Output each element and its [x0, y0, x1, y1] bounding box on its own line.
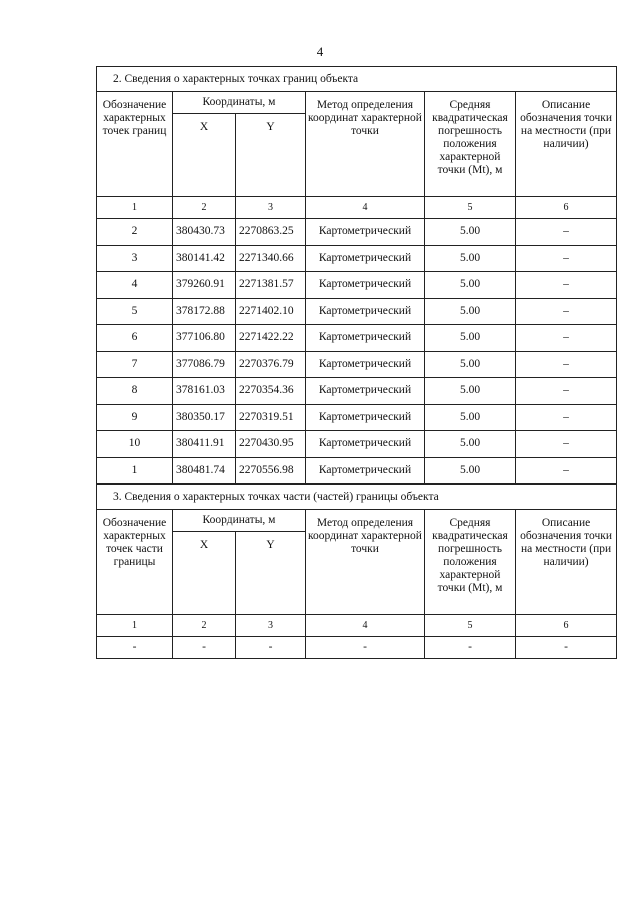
point-number: 1 [97, 457, 173, 484]
coord-x: 377106.80 [173, 325, 236, 352]
error: - [425, 637, 516, 659]
header-x: X [173, 114, 236, 197]
table-row [97, 404, 617, 431]
column-number: 1 [97, 615, 173, 637]
error: 5.00 [425, 245, 516, 272]
point-number: 5 [97, 298, 173, 325]
error: 5.00 [425, 325, 516, 352]
table-row [97, 431, 617, 458]
coord-y: - [236, 637, 306, 659]
method: Картометрический [306, 431, 425, 458]
error: 5.00 [425, 404, 516, 431]
header-coordinates: Координаты, м [173, 92, 306, 114]
coord-x: 379260.91 [173, 272, 236, 299]
coord-x: 378172.88 [173, 298, 236, 325]
coord-x: 380481.74 [173, 457, 236, 484]
section-title: 3. Сведения о характерных точках части (частей) границы объекта [97, 485, 617, 510]
description: – [516, 378, 617, 405]
table-row [97, 637, 617, 659]
description: – [516, 431, 617, 458]
method: Картометрический [306, 298, 425, 325]
column-number: 2 [173, 197, 236, 219]
error: 5.00 [425, 378, 516, 405]
coord-x: 380350.17 [173, 404, 236, 431]
method: Картометрический [306, 272, 425, 299]
coord-x: 380430.73 [173, 219, 236, 246]
column-number: 2 [173, 615, 236, 637]
column-number: 1 [97, 197, 173, 219]
coord-x: 380411.91 [173, 431, 236, 458]
point-number: - [97, 637, 173, 659]
table-row [97, 378, 617, 405]
error: 5.00 [425, 298, 516, 325]
table-row [97, 245, 617, 272]
header-error: Средняя квадратическая погрешность положения характерной точки (Mt), м [425, 510, 516, 615]
description: – [516, 298, 617, 325]
method: - [306, 637, 425, 659]
header-error: Средняя квадратическая погрешность положения характерной точки (Mt), м [425, 92, 516, 197]
error: 5.00 [425, 219, 516, 246]
column-number: 5 [425, 197, 516, 219]
point-number: 3 [97, 245, 173, 272]
point-number: 9 [97, 404, 173, 431]
column-number: 4 [306, 197, 425, 219]
header-designation: Обозначение характерных точек части границы [97, 510, 173, 615]
header-x: X [173, 532, 236, 615]
description: – [516, 457, 617, 484]
coord-y: 2270430.95 [236, 431, 306, 458]
table-row [97, 298, 617, 325]
header-y: Y [236, 532, 306, 615]
header-description: Описание обозначения точки на местности (при наличии) [516, 92, 617, 197]
column-number: 6 [516, 615, 617, 637]
error: 5.00 [425, 272, 516, 299]
method: Картометрический [306, 457, 425, 484]
section-title: 2. Сведения о характерных точках границ объекта [97, 67, 617, 92]
description: – [516, 325, 617, 352]
coord-x: 377086.79 [173, 351, 236, 378]
coord-y: 2271422.22 [236, 325, 306, 352]
coord-y: 2271402.10 [236, 298, 306, 325]
description: - [516, 637, 617, 659]
point-number: 7 [97, 351, 173, 378]
point-number: 2 [97, 219, 173, 246]
header-designation: Обозначение характерных точек границ [97, 92, 173, 197]
method: Картометрический [306, 378, 425, 405]
point-number: 10 [97, 431, 173, 458]
description: – [516, 404, 617, 431]
page-number: 4 [316, 44, 324, 59]
description: – [516, 351, 617, 378]
coord-y: 2271381.57 [236, 272, 306, 299]
coord-y: 2270319.51 [236, 404, 306, 431]
method: Картометрический [306, 219, 425, 246]
boundary-part-points-table [96, 484, 617, 659]
boundary-points-table [96, 66, 617, 484]
header-y: Y [236, 114, 306, 197]
description: – [516, 219, 617, 246]
description: – [516, 245, 617, 272]
header-method: Метод определения координат характерной точки [306, 510, 425, 615]
coord-y: 2270556.98 [236, 457, 306, 484]
coord-x: - [173, 637, 236, 659]
header-description: Описание обозначения точки на местности (при наличии) [516, 510, 617, 615]
column-number: 3 [236, 615, 306, 637]
table-row [97, 351, 617, 378]
description: – [516, 272, 617, 299]
error: 5.00 [425, 351, 516, 378]
table-row [97, 325, 617, 352]
table-row [97, 272, 617, 299]
point-number: 4 [97, 272, 173, 299]
point-number: 8 [97, 378, 173, 405]
coord-x: 378161.03 [173, 378, 236, 405]
method: Картометрический [306, 245, 425, 272]
error: 5.00 [425, 457, 516, 484]
coord-y: 2271340.66 [236, 245, 306, 272]
table-row [97, 219, 617, 246]
column-number: 4 [306, 615, 425, 637]
column-number: 3 [236, 197, 306, 219]
error: 5.00 [425, 431, 516, 458]
method: Картометрический [306, 351, 425, 378]
method: Картометрический [306, 325, 425, 352]
method: Картометрический [306, 404, 425, 431]
coord-y: 2270376.79 [236, 351, 306, 378]
coord-y: 2270863.25 [236, 219, 306, 246]
table-row [97, 457, 617, 484]
point-number: 6 [97, 325, 173, 352]
header-coordinates: Координаты, м [173, 510, 306, 532]
column-number: 6 [516, 197, 617, 219]
coord-x: 380141.42 [173, 245, 236, 272]
header-method: Метод определения координат характерной точки [306, 92, 425, 197]
column-number: 5 [425, 615, 516, 637]
coord-y: 2270354.36 [236, 378, 306, 405]
